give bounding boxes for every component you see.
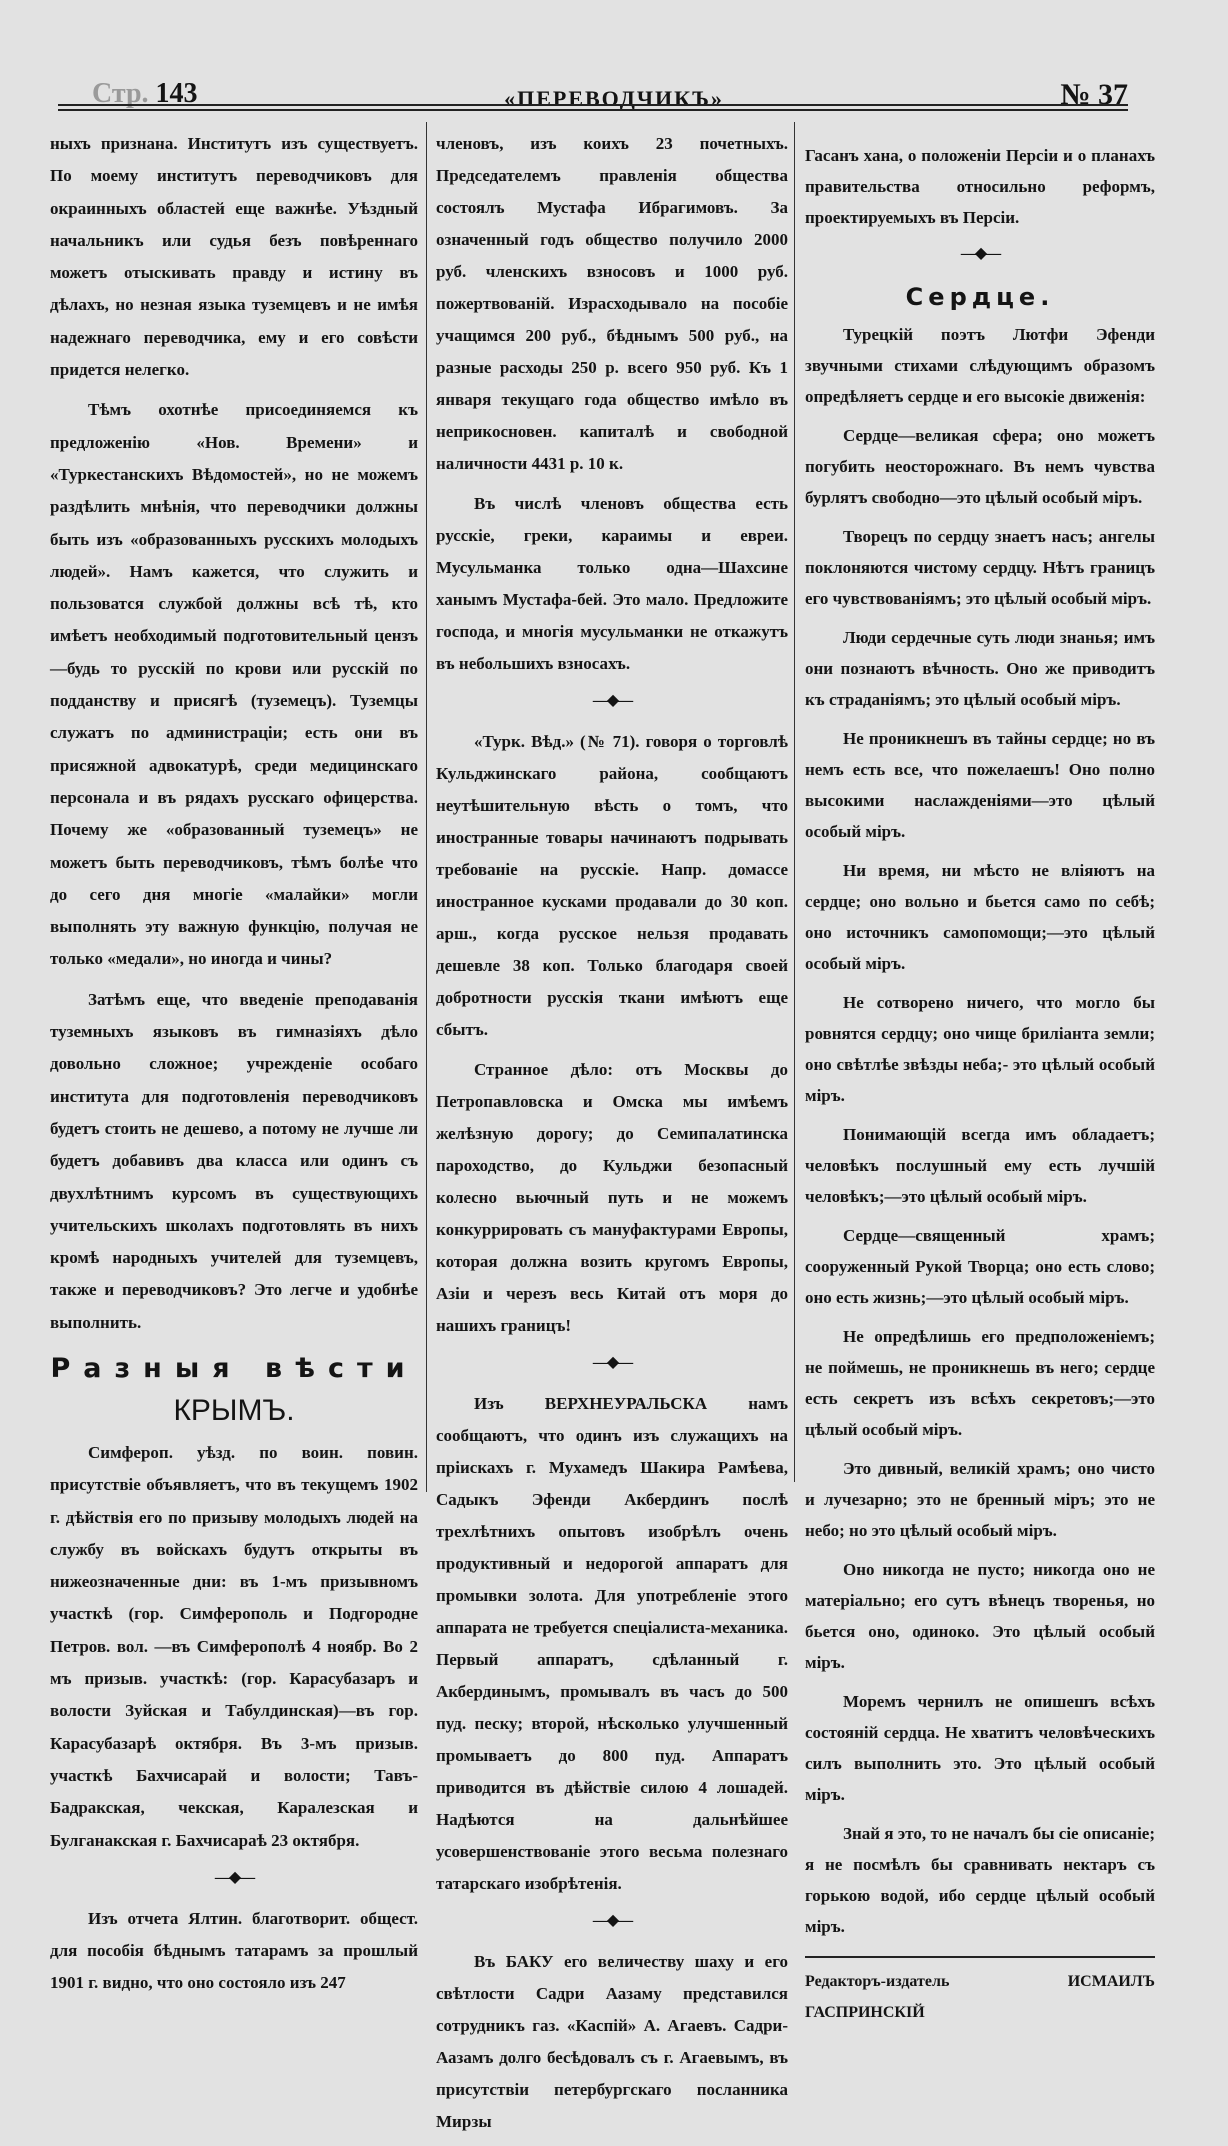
paragraph: Оно никогда не пусто; никогда оно не матеріально; его сутъ вѣнецъ творенья, но бьется оно, одиноко. Это цѣлый особый міръ. [805,1560,1155,1672]
paragraph: Симфероп. уѣзд. по воин. повин. присутствіе объявляетъ, что въ текущемъ 1902 г. дѣйствія его по призыву молодыхъ людей на службу въ войскахъ будутъ открыты въ нижеозначенные дни: въ 1-мъ призывномъ участкѣ (гор. Симферополь и Подгородне Петров. вол. —въ Симферополѣ 4 ноябр. Во 2 мъ призыв. участкѣ: (гор. Карасубазаръ и волости Зуйская и Табулдинская)—въ гор. Карасубазарѣ октября. Въ 3-мъ призыв. участкѣ Бахчисарай и волости; Тавъ-Бадракская, чекская, Каралезская и Булганакская г. Бахчисараѣ 23 октября. [50,1442,418,1850]
paragraph: Не опредѣлишь его предположеніемъ; не поймешь, не проникнешь въ него; сердце есть секретъ изъ всѣхъ секретовъ;—это цѣлый особый міръ. [805,1327,1155,1439]
paragraph: Гасанъ хана, о положеніи Персіи и о планахъ правительства относильно реформъ, проектируемыхъ въ Персіи. [805,146,1155,227]
paragraph: Люди сердечные суть люди знанья; имъ они познаютъ вѣчность. Оно же приводитъ къ страданіямъ; это цѣлый особый міръ. [805,628,1155,709]
ornament-divider: —◆— [592,692,632,709]
page-number-value: 143 [155,78,198,109]
paragraph: Не проникнешъ въ тайны сердце; но въ немъ есть все, что пожелаешъ! Оно полно высокими наслажденіями—это цѣлый особый міръ. [805,729,1155,841]
column-2 [436,128,788,2146]
column-divider [794,122,795,1482]
column-divider [426,122,427,1492]
paragraph: Изъ отчета Ялтин. благотворит. общест. для пособія бѣднымъ татарамъ за прошлый 1901 г. видно, что оно состояло изъ 247 [50,1908,418,1993]
paragraph: Въ БАКУ его величеству шаху и его свѣтлости Садри Аазаму представился сотрудникъ газ. «Каспій» А. Агаевъ. Садри-Аазамъ долго бесѣдовалъ съ г. Агаевымъ, въ присутствіи петербургскаго посланника Мирзы [436,1952,788,2131]
paragraph: «Турк. Вѣд.» (№ 71). говоря о торговлѣ Кульджинскаго района, сообщаютъ неутѣшительную вѣсть о томъ, что иностранные товары начинаютъ подрывать требованіе на русскіе. Напр. домассе иностранное кусками продавали до 30 коп. арш., когда русское нельзя продавать дешевле 38 коп. Только благодаря своей добротности русскія ткани имѣютъ еще сбытъ. [436,732,788,1039]
paragraph: ныхъ признана. Институтъ изъ существуетъ. По моему институтъ переводчиковъ для окраинныхъ областей еще важнѣе. Уѣздный начальникъ или судья безъ повѣреннаго можетъ отыскивать правду и истину въ дѣлахъ, но незная языка туземцевъ и не имѣя надежнаго переводчика, ему и его совѣсти придется нелегко. [50,134,418,380]
paragraph: членовъ, изъ коихъ 23 почетныхъ. Председателемъ правленія общества состоялъ Мустафа Ибрагимовъ. За означенный годъ общество получило 2000 руб. членскихъ взносовъ и 1000 руб. пожертвованій. Израсходывало на пособіе учащимся 200 руб., бѣднымъ 500 руб., на разные расходы 250 р. всего 950 руб. Къ 1 января текущаго года общество имѣло въ неприкосновен. капиталѣ и свободной наличности 4431 р. 10 к. [436,134,788,473]
editor-publisher-line: Редакторъ-издатель ИСМАИЛЪ ГАСПРИНСКІЙ [805,1973,1155,2021]
ornament-divider: —◆— [960,245,1000,262]
paragraph: Знай я это, то не началъ бы сіе описаніе; я не посмѣлъ бы сравнивать нектаръ съ горькою водой, ибо сердце цѣлый особый міръ. [805,1824,1155,1936]
header-rule [58,109,1128,111]
ornament-divider: —◆— [592,1354,632,1371]
paragraph: Ни время, ни мѣсто не вліяютъ на сердце; оно вольно и бьется само по себѣ; оно источникъ самопомощи;—это цѣлый особый міръ. [805,861,1155,973]
paragraph: Сердце—великая сфера; оно можетъ погубить неосторожнаго. Въ немъ чувства бурлятъ свободно—это цѣлый особый міръ. [805,426,1155,507]
page-label: Стр. [92,78,149,109]
paragraph: Въ числѣ членовъ общества есть русскіе, греки, караимы и евреи. Мусульманка только одна—Шахсине ханымъ Мустафа-бей. Это мало. Предложите господа, и многія мусульманки не откажутъ въ небольшихъ взносахъ. [436,494,788,673]
issue-number: № 37 [1060,78,1128,111]
column-1 [50,128,418,2008]
paragraph: Это дивный, великій храмъ; оно чисто и лучезарно; это не бренный міръ; это не небо; но это цѣлый особый міръ. [805,1459,1155,1540]
paragraph: Турецкій поэтъ Лютфи Эфенди звучными стихами слѣдующимъ образомъ опредѣляетъ сердце и его высокіе движенія: [805,325,1155,406]
footer-rule [805,1956,1155,1958]
article-heading: Сердце. [905,283,1055,311]
ornament-divider: —◆— [592,1912,632,1929]
paragraph: Изъ ВЕРХНЕУРАЛЬСКА намъ сообщаютъ, что одинъ изъ служащихъ на пріискахъ г. Мухамедъ Шакира Рамѣева, Садыкъ Эфенди Акбердинъ послѣ трехлѣтнихъ опытовъ изобрѣлъ очень продуктивный и недорогой аппаратъ для промывки золота. Для употребленіе этого аппарата не требуется спеціалиста-механика. Первый аппаратъ, сдѣланный г. Акбердинымъ, промывалъ въ часъ до 500 пуд. песку; второй, нѣсколько улучшенный промываетъ до 800 пуд. Аппаратъ приводится въ дѣйствіе силою 4 лошадей. Надѣются на дальнѣйшее усовершенствованіе этого весьма полезнаго татарскаго изобрѣтенія. [436,1394,788,1893]
column-3 [805,140,1155,2036]
paragraph: Сердце—священный храмъ; сооруженный Рукой Творца; оно есть слово; оно есть жизнь;—это цѣлый особый міръ. [805,1226,1155,1307]
paragraph: Не сотворено ничего, что могло бы ровнятся сердцу; оно чище бриліанта земли; оно свѣтлѣе звѣзды неба;- это цѣлый особый міръ. [805,993,1155,1105]
paragraph: Странное дѣло: отъ Москвы до Петропавловска и Омска мы имѣемъ желѣзную дорогу; до Семипалатинска пароходство, до Кульджи безопасный колесно вьючный путь и не можемъ конкуррировать съ мануфактурами Европы, которая должна возить кругомъ Европы, Азіи и черезъ весь Китай отъ моря до нашихъ границъ! [436,1060,788,1335]
newspaper-title: «ПЕРЕВОДЧИКЪ» [504,86,724,111]
paragraph: Затѣмъ еще, что введеніе преподаванія туземныхъ языковъ въ гимназіяхъ дѣло довольно сложное; учрежденіе особаго института для подготовленія переводчиковъ будетъ стоить не дешево, а потому не лучше ли будетъ добавивъ два класса или одинъ съ двухлѣтнимъ курсомъ въ существующихъ учительскихъ школахъ подготовлять въ нихъ кромѣ народныхъ учителей для туземцевъ, также и переводчиковъ? Это легче и удобнѣе выполнить. [50,989,418,1332]
header-rule [58,104,1128,106]
paragraph: Тѣмъ охотнѣе присоединяемся къ предложенію «Нов. Времени» и «Туркестанскихъ Вѣдомостей», но не можемъ раздѣлить мнѣнія, что переводчики должны быть изъ «образованныхъ русскихъ молодыхъ людей». Намъ кажется, что служить и пользоватся службой должны всѣ тѣ, кто имѣетъ необходимый подготовительный цензъ—будь то русскій по крови или русскій по подданству и присягѣ (туземецъ). Туземцы служатъ по администраціи; есть они въ присяжной адвокатурѣ, среди медицинскаго персонала и въ рядахъ русскаго офицерства. Почему же «образованный туземецъ» не можетъ быть переводчиковъ, тѣмъ болѣе что до сего дня многіе «малайки» могли выполнять эту важную функцію, получая не только «медали», но иногда и чины? [50,400,418,969]
paragraph: Моремъ чернилъ не опишешъ всѣхъ состояній сердца. Не хватитъ человѣческихъ силъ выполнить это. Это цѣлый особый міръ. [805,1692,1155,1804]
paragraph: Понимающій всегда имъ обладаетъ; человѣкъ послушный ему есть лучшій человѣкъ;—это цѣлый особый міръ. [805,1125,1155,1206]
subheading: КРЫМЪ. [173,1393,295,1427]
paragraph: Творецъ по сердцу знаетъ насъ; ангелы поклоняются чистому сердцу. Нѣтъ границъ его чувствованіямъ; это цѣлый особый міръ. [805,527,1155,608]
section-heading: Разныя вѣсти [50,1352,418,1384]
ornament-divider: —◆— [214,1868,254,1886]
